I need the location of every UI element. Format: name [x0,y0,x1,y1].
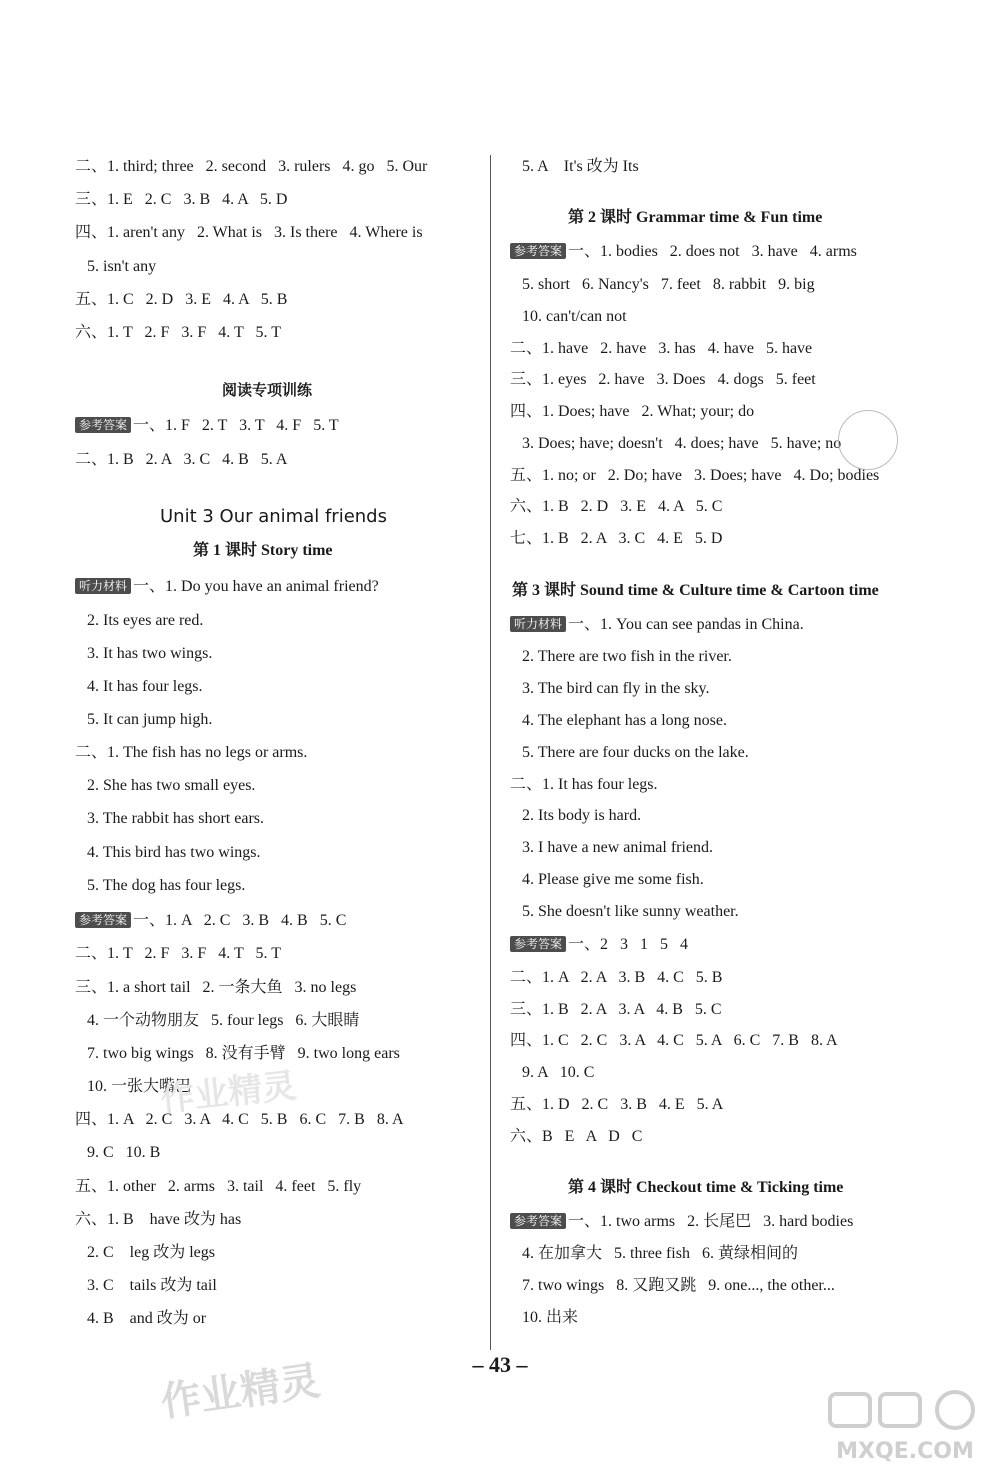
answer-line [75,743,307,763]
line-text: 7. two big wings 8. 没有手臂 9. two long ears [75,1045,400,1062]
answer-line [75,809,264,829]
answer-line [510,1244,798,1264]
answer-line [75,644,212,664]
line-text: 三、1. B 2. A 3. A 4. B 5. C [510,1001,722,1018]
section-tag: 听力材料 [510,616,566,632]
column-divider [490,155,491,1350]
line-text: 4. This bird has two wings. [75,844,261,861]
answer-line [75,1177,361,1197]
line-text: 六、1. B 2. D 3. E 4. A 5. C [510,498,723,515]
line-text: 三、1. E 2. C 3. B 4. A 5. D [75,191,288,208]
line-text: 五、1. other 2. arms 3. tail 4. feet 5. fly [75,1178,362,1195]
line-text: 四、1. aren't any 2. What is 3. Is there 4. Where is [75,224,423,241]
line-text: 5. isn't any [75,258,157,275]
line-text: 二、1. A 2. A 3. B 4. C 5. B [510,969,723,986]
answer-line [510,743,749,763]
line-text: 4. The elephant has a long nose. [510,712,727,729]
line-text: 二、1. The fish has no legs or arms. [75,744,308,761]
line-text: 二、1. It has four legs. [510,776,658,793]
line-text: 4. It has four legs. [75,678,203,695]
line-text: 4. 在加拿大 5. three fish 6. 黄绿相间的 [510,1245,798,1262]
section-tag: 参考答案 [75,912,131,928]
answer-line [510,870,704,890]
section-tag: 听力材料 [75,578,131,594]
line-text: 一、1. bodies 2. does not 3. have 4. arms [568,243,857,260]
answer-line [75,710,212,730]
line-text: 四、1. Does; have 2. What; your; do [510,403,755,420]
line-text: 4. B and 改为 or [75,1310,207,1327]
line-text: 3. It has two wings. [75,645,213,662]
line-text: 2. She has two small eyes. [75,777,256,794]
line-text: 一、1. You can see pandas in China. [568,616,804,633]
answer-line [75,1309,206,1329]
answer-line [75,1243,215,1263]
line-text: 三、1. a short tail 2. 一条大鱼 3. no legs [75,979,357,996]
section-heading: 阅读专项训练 [222,381,313,399]
answer-line [510,902,739,922]
line-text: 10. 一张大嘴巴 [75,1078,192,1095]
line-text: 四、1. C 2. C 3. A 4. C 5. A 6. C 7. B 8. A [510,1032,838,1049]
answer-line [510,307,627,327]
line-text: 一、1. F 2. T 3. T 4. F 5. T [133,417,339,434]
line-text: 7. two wings 8. 又跑又跳 9. one..., the other... [510,1277,835,1294]
answer-line [75,1143,160,1163]
answer-line [75,190,287,210]
answer-line [75,843,260,863]
line-text: 一、1. A 2. C 3. B 4. B 5. C [133,912,347,929]
line-text: 五、1. D 2. C 3. B 4. E 5. A [510,1096,724,1113]
line-text: 5. A It's 改为 Its [510,158,639,175]
answer-line [510,466,879,486]
watermark: 作业精灵 [158,1358,323,1426]
line-text: 七、1. B 2. A 3. C 4. E 5. D [510,530,723,547]
line-text: 10. can't/can not [510,308,627,325]
line-text: 5. It can jump high. [75,711,213,728]
line-text: 一、1. two arms 2. 长尾巴 3. hard bodies [568,1213,854,1230]
line-text: 五、1. C 2. D 3. E 4. A 5. B [75,291,288,308]
line-text: 四、1. A 2. C 3. A 4. C 5. B 6. C 7. B 8. A [75,1111,404,1128]
section-heading: 第 4 课时 Checkout time & Ticking time [568,1179,844,1196]
answer-line [510,1276,835,1296]
line-text: 2. C leg 改为 legs [75,1244,215,1261]
answer-line [75,1110,404,1130]
answer-line [510,647,732,667]
line-text: 4. Please give me some fish. [510,871,704,888]
page-number: – 43 – [472,1352,528,1377]
unit-title: Unit 3 Our animal friends [160,506,387,527]
line-text: 2. Its eyes are red. [75,612,204,629]
answer-line [75,1011,359,1031]
line-text: 3. I have a new animal friend. [510,839,714,856]
answer-line [510,968,722,988]
line-text: 二、1. third; three 2. second 3. rulers 4. go 5. Our [75,158,428,175]
line-text: 2. Its body is hard. [510,807,642,824]
answer-line [510,1127,642,1147]
line-text: 3. The rabbit has short ears. [75,810,264,827]
stamp [838,410,898,470]
answer-line [75,290,287,310]
watermark: 作业精灵 [158,1065,299,1120]
line-text: 三、1. eyes 2. have 3. Does 4. dogs 5. feet [510,371,816,388]
line-text: 六、1. T 2. F 3. F 4. T 5. T [75,324,281,341]
answer-line-tagged [510,935,688,955]
answer-line [510,339,812,359]
line-text: 10. 出来 [510,1309,579,1326]
line-text: 9. A 10. C [510,1064,595,1081]
answer-line [75,450,287,470]
line-text: 一、2 3 1 5 4 [568,936,689,953]
line-text: 五、1. no; or 2. Do; have 3. Does; have 4. Do; bodies [510,467,880,484]
answer-line [75,876,245,896]
answer-line-tagged [510,615,804,635]
line-text: 3. The bird can fly in the sky. [510,680,710,697]
answer-line-tagged [75,911,346,931]
answer-line [510,679,710,699]
line-text: 一、1. Do you have an animal friend? [133,578,379,595]
section-tag: 参考答案 [75,417,131,433]
answer-line-tagged [75,577,379,597]
logo [820,1388,990,1466]
answer-line [510,806,641,826]
line-text: 二、1. T 2. F 3. F 4. T 5. T [75,945,281,962]
line-text: 5. short 6. Nancy's 7. feet 8. rabbit 9. big [510,276,815,293]
answer-line [75,978,356,998]
answer-line [75,1276,217,1296]
answer-line [510,275,815,295]
section-tag: 参考答案 [510,1213,566,1229]
line-text: 9. C 10. B [75,1144,161,1161]
line-text: 二、1. have 2. have 3. has 4. have 5. have [510,340,813,357]
answer-line [75,157,427,177]
line-text: 5. There are four ducks on the lake. [510,744,749,761]
section-tag: 参考答案 [510,936,566,952]
answer-line [75,223,423,243]
answer-line [510,1000,722,1020]
section-tag: 参考答案 [510,243,566,259]
answer-line [510,1308,578,1328]
answer-line [510,1063,594,1083]
answer-line [510,775,658,795]
line-text: 5. She doesn't like sunny weather. [510,903,739,920]
svg-text:MXQE.COM: MXQE.COM [836,1439,974,1464]
line-text: 二、1. B 2. A 3. C 4. B 5. A [75,451,288,468]
section-heading: 第 1 课时 Story time [193,542,333,559]
answer-line [75,944,281,964]
answer-line [510,1095,723,1115]
answer-line [510,838,713,858]
answer-line [510,157,639,177]
answer-line [75,1044,400,1064]
answer-line [510,529,722,549]
answer-line [75,611,203,631]
answer-line [510,402,754,422]
line-text: 4. 一个动物朋友 5. four legs 6. 大眼睛 [75,1012,360,1029]
line-text: 2. There are two fish in the river. [510,648,732,665]
section-heading: 第 3 课时 Sound time & Culture time & Cartoon time [512,582,879,599]
answer-line [75,776,255,796]
line-text: 5. The dog has four legs. [75,877,246,894]
answer-line-tagged [75,416,339,436]
answer-line [510,497,722,517]
line-text: 3. Does; have; doesn't 4. does; have 5. have; no [510,435,842,452]
answer-line-tagged [510,242,857,262]
section-heading: 第 2 课时 Grammar time & Fun time [568,209,823,226]
answer-line [75,677,203,697]
answer-line [510,434,841,454]
answer-line [510,1031,838,1051]
answer-line [75,1210,241,1230]
answer-line [75,323,281,343]
answer-line [510,711,727,731]
line-text: 3. C tails 改为 tail [75,1277,217,1294]
line-text: 六、1. B have 改为 has [75,1211,242,1228]
answer-line [510,370,816,390]
answer-line-tagged [510,1212,853,1232]
answer-line [75,257,156,277]
line-text: 六、B E A D C [510,1128,643,1145]
